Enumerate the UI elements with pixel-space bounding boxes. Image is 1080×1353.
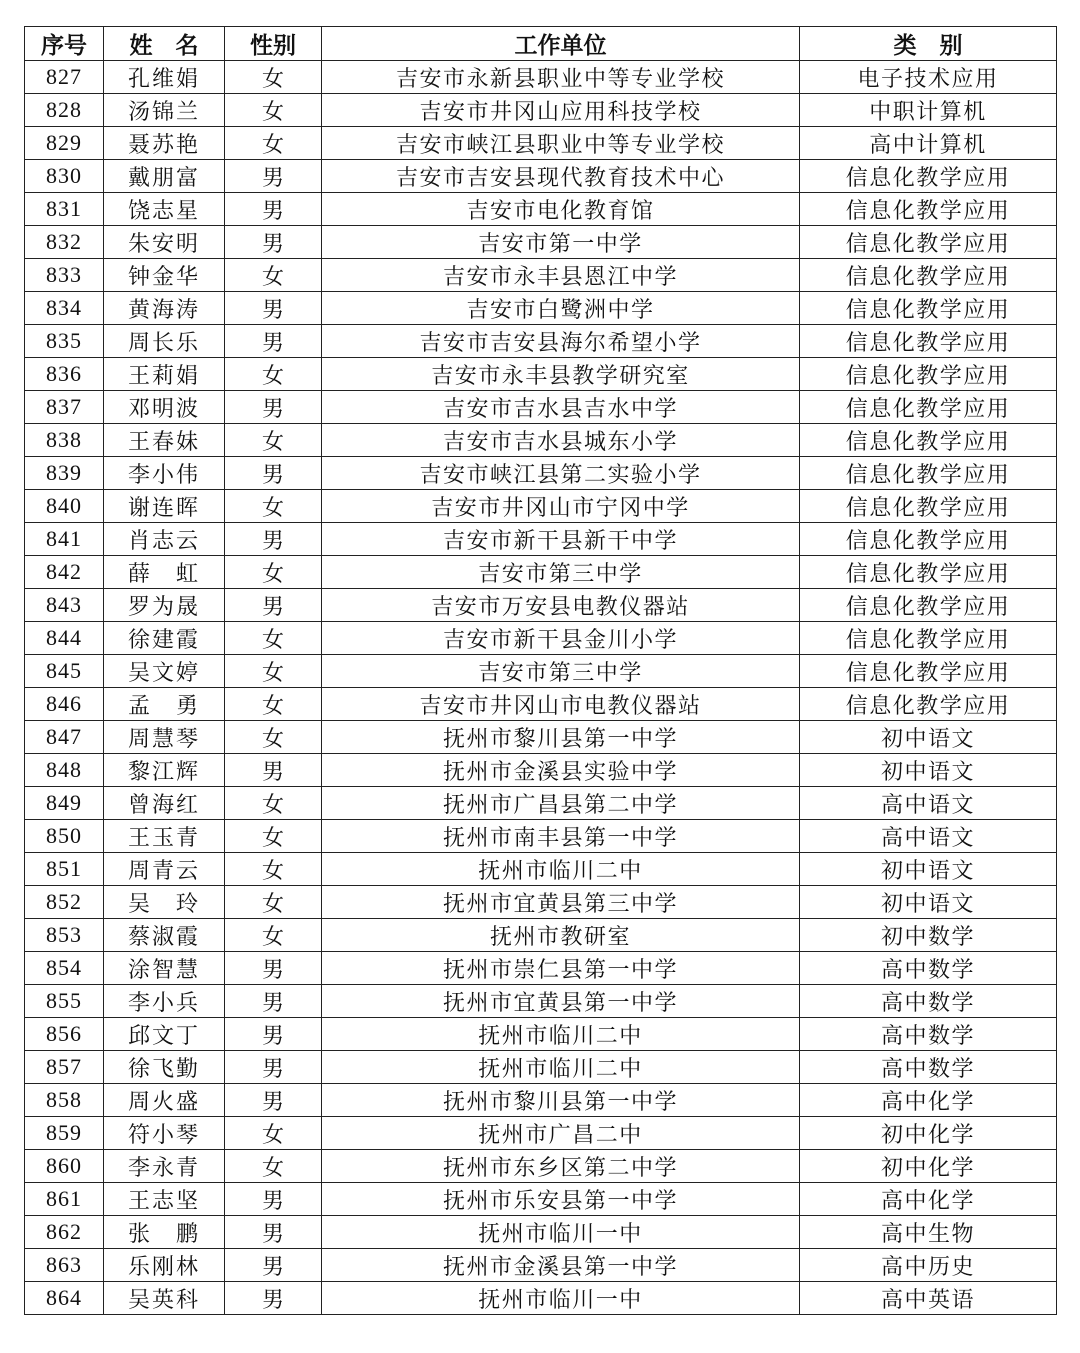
cell-num: 830 — [25, 160, 104, 193]
header-name: 姓 名 — [104, 27, 225, 61]
cell-name: 蔡淑霞 — [104, 919, 225, 952]
roster-sheet — [24, 26, 1056, 1315]
table-row — [25, 1216, 1057, 1249]
table-row — [25, 1084, 1057, 1117]
cell-name: 徐建霞 — [104, 622, 225, 655]
cell-category: 高中数学 — [800, 952, 1057, 985]
cell-sex: 女 — [225, 94, 322, 127]
cell-unit: 吉安市第三中学 — [322, 556, 800, 589]
cell-unit: 抚州市东乡区第二中学 — [322, 1150, 800, 1183]
cell-sex: 女 — [225, 853, 322, 886]
table-row — [25, 556, 1057, 589]
cell-num: 828 — [25, 94, 104, 127]
cell-name: 乐刚林 — [104, 1249, 225, 1282]
cell-sex: 男 — [225, 325, 322, 358]
cell-name: 张 鹏 — [104, 1216, 225, 1249]
cell-unit: 吉安市吉安县现代教育技术中心 — [322, 160, 800, 193]
cell-num: 840 — [25, 490, 104, 523]
cell-category: 信息化教学应用 — [800, 325, 1057, 358]
cell-sex: 男 — [225, 589, 322, 622]
table-row — [25, 358, 1057, 391]
cell-name: 吴 玲 — [104, 886, 225, 919]
cell-num: 861 — [25, 1183, 104, 1216]
cell-unit: 吉安市峡江县职业中等专业学校 — [322, 127, 800, 160]
header-sex: 性别 — [225, 27, 322, 61]
cell-name: 符小琴 — [104, 1117, 225, 1150]
table-row — [25, 127, 1057, 160]
table-row — [25, 226, 1057, 259]
cell-num: 857 — [25, 1051, 104, 1084]
cell-name: 肖志云 — [104, 523, 225, 556]
table-row — [25, 655, 1057, 688]
cell-category: 信息化教学应用 — [800, 622, 1057, 655]
table-row — [25, 985, 1057, 1018]
table-row — [25, 1150, 1057, 1183]
cell-sex: 女 — [225, 424, 322, 457]
cell-category: 高中化学 — [800, 1183, 1057, 1216]
cell-sex: 女 — [225, 61, 322, 94]
cell-category: 信息化教学应用 — [800, 589, 1057, 622]
cell-unit: 抚州市临川二中 — [322, 1051, 800, 1084]
cell-unit: 抚州市南丰县第一中学 — [322, 820, 800, 853]
cell-sex: 男 — [225, 193, 322, 226]
cell-category: 高中化学 — [800, 1084, 1057, 1117]
table-row — [25, 160, 1057, 193]
cell-name: 王春妹 — [104, 424, 225, 457]
cell-num: 850 — [25, 820, 104, 853]
cell-num: 844 — [25, 622, 104, 655]
table-row — [25, 292, 1057, 325]
table-row — [25, 1282, 1057, 1315]
cell-name: 孔维娟 — [104, 61, 225, 94]
table-row — [25, 688, 1057, 721]
cell-name: 黄海涛 — [104, 292, 225, 325]
cell-sex: 女 — [225, 127, 322, 160]
table-row — [25, 1051, 1057, 1084]
cell-category: 初中数学 — [800, 919, 1057, 952]
cell-name: 王莉娟 — [104, 358, 225, 391]
cell-sex: 男 — [225, 952, 322, 985]
table-row — [25, 820, 1057, 853]
cell-name: 薛 虹 — [104, 556, 225, 589]
table-row — [25, 952, 1057, 985]
cell-num: 863 — [25, 1249, 104, 1282]
cell-unit: 抚州市宜黄县第一中学 — [322, 985, 800, 1018]
cell-unit: 吉安市吉水县吉水中学 — [322, 391, 800, 424]
cell-unit: 抚州市临川一中 — [322, 1216, 800, 1249]
table-row — [25, 61, 1057, 94]
table-row — [25, 1183, 1057, 1216]
cell-unit: 吉安市新干县新干中学 — [322, 523, 800, 556]
cell-unit: 抚州市金溪县第一中学 — [322, 1249, 800, 1282]
cell-unit: 吉安市万安县电教仪器站 — [322, 589, 800, 622]
cell-num: 843 — [25, 589, 104, 622]
cell-sex: 男 — [225, 1282, 322, 1315]
cell-name: 汤锦兰 — [104, 94, 225, 127]
cell-unit: 抚州市临川二中 — [322, 1018, 800, 1051]
cell-sex: 男 — [225, 160, 322, 193]
cell-name: 李永青 — [104, 1150, 225, 1183]
cell-sex: 女 — [225, 655, 322, 688]
cell-name: 谢连晖 — [104, 490, 225, 523]
cell-category: 信息化教学应用 — [800, 193, 1057, 226]
cell-num: 835 — [25, 325, 104, 358]
cell-name: 徐飞勤 — [104, 1051, 225, 1084]
header-unit: 工作单位 — [322, 27, 800, 61]
table-row — [25, 259, 1057, 292]
table-row — [25, 490, 1057, 523]
table-row — [25, 457, 1057, 490]
cell-unit: 吉安市吉水县城东小学 — [322, 424, 800, 457]
cell-sex: 女 — [225, 622, 322, 655]
cell-sex: 男 — [225, 985, 322, 1018]
cell-num: 859 — [25, 1117, 104, 1150]
cell-category: 高中数学 — [800, 1051, 1057, 1084]
cell-unit: 抚州市乐安县第一中学 — [322, 1183, 800, 1216]
cell-unit: 吉安市新干县金川小学 — [322, 622, 800, 655]
header-row — [25, 27, 1057, 61]
cell-name: 朱安明 — [104, 226, 225, 259]
cell-unit: 吉安市永新县职业中等专业学校 — [322, 61, 800, 94]
table-row — [25, 1117, 1057, 1150]
cell-category: 信息化教学应用 — [800, 160, 1057, 193]
roster-table — [24, 26, 1057, 1315]
cell-name: 罗为晟 — [104, 589, 225, 622]
cell-unit: 吉安市白鹭洲中学 — [322, 292, 800, 325]
cell-name: 邱文丁 — [104, 1018, 225, 1051]
table-row — [25, 424, 1057, 457]
cell-category: 初中语文 — [800, 886, 1057, 919]
cell-unit: 抚州市教研室 — [322, 919, 800, 952]
cell-sex: 男 — [225, 1216, 322, 1249]
cell-num: 855 — [25, 985, 104, 1018]
table-row — [25, 523, 1057, 556]
cell-category: 信息化教学应用 — [800, 424, 1057, 457]
cell-name: 曾海红 — [104, 787, 225, 820]
table-row — [25, 787, 1057, 820]
cell-num: 858 — [25, 1084, 104, 1117]
table-row — [25, 721, 1057, 754]
cell-category: 信息化教学应用 — [800, 292, 1057, 325]
cell-unit: 抚州市黎川县第一中学 — [322, 1084, 800, 1117]
cell-name: 聂苏艳 — [104, 127, 225, 160]
cell-unit: 抚州市宜黄县第三中学 — [322, 886, 800, 919]
cell-num: 838 — [25, 424, 104, 457]
cell-num: 831 — [25, 193, 104, 226]
cell-num: 851 — [25, 853, 104, 886]
roster-body — [25, 61, 1057, 1315]
cell-category: 高中语文 — [800, 787, 1057, 820]
cell-category: 中职计算机 — [800, 94, 1057, 127]
table-row — [25, 589, 1057, 622]
cell-unit: 吉安市井冈山市宁冈中学 — [322, 490, 800, 523]
cell-num: 847 — [25, 721, 104, 754]
cell-name: 邓明波 — [104, 391, 225, 424]
cell-unit: 抚州市广昌二中 — [322, 1117, 800, 1150]
cell-unit: 抚州市临川二中 — [322, 853, 800, 886]
cell-sex: 女 — [225, 886, 322, 919]
cell-unit: 吉安市第三中学 — [322, 655, 800, 688]
cell-category: 信息化教学应用 — [800, 688, 1057, 721]
cell-category: 初中语文 — [800, 754, 1057, 787]
table-row — [25, 754, 1057, 787]
cell-unit: 抚州市黎川县第一中学 — [322, 721, 800, 754]
cell-num: 829 — [25, 127, 104, 160]
cell-name: 涂智慧 — [104, 952, 225, 985]
cell-category: 信息化教学应用 — [800, 523, 1057, 556]
cell-sex: 女 — [225, 259, 322, 292]
cell-num: 862 — [25, 1216, 104, 1249]
cell-unit: 吉安市井冈山市电教仪器站 — [322, 688, 800, 721]
cell-num: 860 — [25, 1150, 104, 1183]
cell-category: 高中历史 — [800, 1249, 1057, 1282]
cell-sex: 女 — [225, 1117, 322, 1150]
cell-sex: 男 — [225, 457, 322, 490]
table-row — [25, 919, 1057, 952]
cell-num: 834 — [25, 292, 104, 325]
cell-name: 李小兵 — [104, 985, 225, 1018]
cell-num: 854 — [25, 952, 104, 985]
cell-unit: 吉安市电化教育馆 — [322, 193, 800, 226]
cell-sex: 女 — [225, 688, 322, 721]
cell-unit: 吉安市永丰县恩江中学 — [322, 259, 800, 292]
cell-sex: 男 — [225, 754, 322, 787]
cell-num: 856 — [25, 1018, 104, 1051]
cell-num: 852 — [25, 886, 104, 919]
cell-sex: 男 — [225, 1249, 322, 1282]
table-row — [25, 391, 1057, 424]
cell-category: 初中化学 — [800, 1150, 1057, 1183]
cell-sex: 男 — [225, 1018, 322, 1051]
cell-name: 王志坚 — [104, 1183, 225, 1216]
cell-category: 初中化学 — [800, 1117, 1057, 1150]
cell-num: 837 — [25, 391, 104, 424]
cell-category: 高中英语 — [800, 1282, 1057, 1315]
cell-num: 827 — [25, 61, 104, 94]
table-row — [25, 853, 1057, 886]
cell-category: 高中计算机 — [800, 127, 1057, 160]
cell-category: 信息化教学应用 — [800, 556, 1057, 589]
table-row — [25, 325, 1057, 358]
cell-category: 高中语文 — [800, 820, 1057, 853]
table-row — [25, 886, 1057, 919]
cell-category: 信息化教学应用 — [800, 457, 1057, 490]
cell-sex: 男 — [225, 1051, 322, 1084]
cell-name: 黎江辉 — [104, 754, 225, 787]
cell-unit: 抚州市临川一中 — [322, 1282, 800, 1315]
cell-unit: 吉安市峡江县第二实验小学 — [322, 457, 800, 490]
cell-name: 周青云 — [104, 853, 225, 886]
cell-num: 832 — [25, 226, 104, 259]
cell-name: 李小伟 — [104, 457, 225, 490]
cell-category: 高中数学 — [800, 1018, 1057, 1051]
cell-sex: 男 — [225, 1084, 322, 1117]
cell-name: 钟金华 — [104, 259, 225, 292]
cell-sex: 男 — [225, 391, 322, 424]
cell-unit: 吉安市第一中学 — [322, 226, 800, 259]
header-category: 类 别 — [800, 27, 1057, 61]
cell-sex: 男 — [225, 292, 322, 325]
table-row — [25, 1018, 1057, 1051]
cell-num: 842 — [25, 556, 104, 589]
cell-num: 848 — [25, 754, 104, 787]
cell-num: 839 — [25, 457, 104, 490]
cell-num: 846 — [25, 688, 104, 721]
cell-sex: 男 — [225, 523, 322, 556]
cell-num: 845 — [25, 655, 104, 688]
cell-category: 高中数学 — [800, 985, 1057, 1018]
cell-unit: 吉安市井冈山应用科技学校 — [322, 94, 800, 127]
cell-name: 周火盛 — [104, 1084, 225, 1117]
cell-category: 信息化教学应用 — [800, 259, 1057, 292]
cell-sex: 女 — [225, 1150, 322, 1183]
cell-num: 853 — [25, 919, 104, 952]
cell-unit: 吉安市永丰县教学研究室 — [322, 358, 800, 391]
cell-sex: 男 — [225, 226, 322, 259]
cell-sex: 女 — [225, 721, 322, 754]
cell-num: 841 — [25, 523, 104, 556]
cell-category: 初中语文 — [800, 853, 1057, 886]
table-row — [25, 193, 1057, 226]
cell-unit: 抚州市广昌县第二中学 — [322, 787, 800, 820]
cell-name: 周长乐 — [104, 325, 225, 358]
cell-name: 周慧琴 — [104, 721, 225, 754]
cell-sex: 女 — [225, 787, 322, 820]
cell-sex: 女 — [225, 358, 322, 391]
cell-unit: 吉安市吉安县海尔希望小学 — [322, 325, 800, 358]
cell-category: 信息化教学应用 — [800, 391, 1057, 424]
cell-category: 电子技术应用 — [800, 61, 1057, 94]
cell-unit: 抚州市金溪县实验中学 — [322, 754, 800, 787]
cell-unit: 抚州市崇仁县第一中学 — [322, 952, 800, 985]
cell-sex: 女 — [225, 556, 322, 589]
cell-sex: 女 — [225, 919, 322, 952]
header-num: 序号 — [25, 27, 104, 61]
cell-sex: 女 — [225, 490, 322, 523]
cell-name: 孟 勇 — [104, 688, 225, 721]
cell-name: 戴朋富 — [104, 160, 225, 193]
cell-category: 信息化教学应用 — [800, 655, 1057, 688]
cell-category: 信息化教学应用 — [800, 226, 1057, 259]
cell-num: 836 — [25, 358, 104, 391]
table-row — [25, 622, 1057, 655]
cell-num: 864 — [25, 1282, 104, 1315]
table-row — [25, 1249, 1057, 1282]
cell-num: 849 — [25, 787, 104, 820]
cell-name: 吴英科 — [104, 1282, 225, 1315]
cell-category: 初中语文 — [800, 721, 1057, 754]
cell-name: 吴文婷 — [104, 655, 225, 688]
cell-name: 王玉青 — [104, 820, 225, 853]
cell-category: 高中生物 — [800, 1216, 1057, 1249]
cell-sex: 女 — [225, 820, 322, 853]
cell-category: 信息化教学应用 — [800, 490, 1057, 523]
table-row — [25, 94, 1057, 127]
cell-name: 饶志星 — [104, 193, 225, 226]
cell-sex: 男 — [225, 1183, 322, 1216]
cell-num: 833 — [25, 259, 104, 292]
cell-category: 信息化教学应用 — [800, 358, 1057, 391]
